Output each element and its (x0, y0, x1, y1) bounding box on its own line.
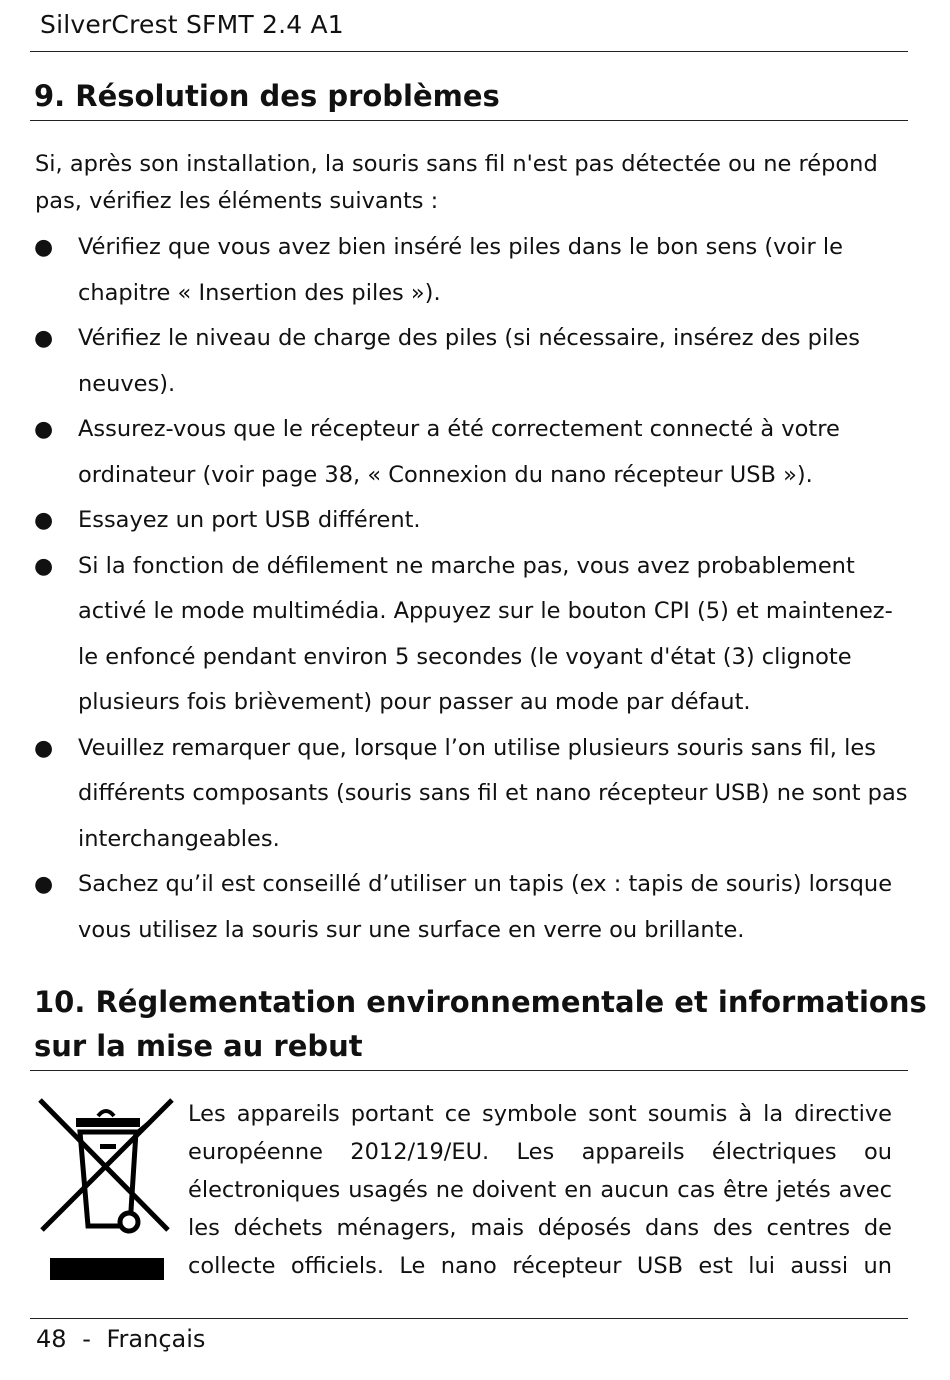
list-item (0, 726, 950, 863)
weee-directive-text: Les appareils portant ce symbole sont soumis à la directive européenne 2012/19/EU. Les appareils électriques ou électroniques usagés ne doivent en aucun cas être jetés avec les déchets ménagers, mais déposés dans des centres de collecte officiels. Le nano récepteur USB est lui aussi un (188, 1101, 892, 1279)
list-item-text: Vérifiez le niveau de charge des piles (si nécessaire, insérez des piles neuves). (78, 325, 861, 397)
bullet-icon: ● (34, 508, 54, 533)
list-item-text: Si la fonction de défilement ne marche pas, vous avez probablement activé le mode multimédia. Appuyez sur le bouton CPI (5) et maintenez-le enfoncé pendant environ 5 secondes (le voyant d'état (3) clignote plusieurs fois brièvement) pour passer au mode par défaut. (78, 552, 893, 715)
list-item-text: Vérifiez que vous avez bien inséré les piles dans le bon sens (voir le chapitre « Insertion des piles »). (78, 234, 843, 306)
section-10-heading-line2: sur la mise au rebut (34, 1029, 363, 1063)
section-9-heading: 9. Résolution des problèmes (34, 79, 500, 113)
footer-rule (30, 1318, 908, 1319)
section-10-heading-line1: 10. Réglementation environnementale et informations (34, 985, 927, 1019)
page-number: 48 (36, 1325, 67, 1353)
bullet-icon: ● (34, 326, 54, 351)
footer-separator: - (82, 1325, 91, 1353)
section-10-rule (30, 1070, 908, 1071)
bullet-icon: ● (34, 235, 54, 260)
list-item (0, 316, 950, 407)
list-item-text: Essayez un port USB différent. (78, 507, 421, 533)
list-item (0, 407, 950, 498)
list-item-text: Sachez qu’il est conseillé d’utiliser un tapis (ex : tapis de souris) lorsque vous utilisez la souris sur une surface en verre ou brillante. (78, 871, 893, 943)
troubleshooting-list (0, 225, 950, 953)
bullet-icon: ● (34, 735, 54, 761)
list-item-text: Veuillez remarquer que, lorsque l’on utilise plusieurs souris sans fil, les différents composants (souris sans fil et nano récepteur USB) ne sont pas interchangeables. (78, 734, 908, 852)
bullet-icon: ● (34, 417, 54, 442)
section-9-rule (30, 120, 908, 121)
list-item (0, 862, 950, 953)
bullet-icon: ● (34, 553, 54, 579)
list-item (0, 544, 950, 726)
list-item-text: Assurez-vous que le récepteur a été correctement connecté à votre ordinateur (voir page 38, « Connexion du nano récepteur USB »). (78, 416, 840, 488)
crossed-out-wheelie-bin-icon (36, 1094, 176, 1284)
header-rule (30, 51, 908, 52)
footer-language: Français (106, 1325, 206, 1353)
section-9-intro: Si, après son installation, la souris sans fil n'est pas détectée ou ne répond pas, vérifiez les éléments suivants : (35, 151, 878, 214)
bullet-icon: ● (34, 872, 54, 897)
running-header-title: SilverCrest SFMT 2.4 A1 (40, 10, 344, 39)
list-item (0, 498, 950, 544)
page-footer (36, 1325, 205, 1353)
list-item (0, 225, 950, 316)
